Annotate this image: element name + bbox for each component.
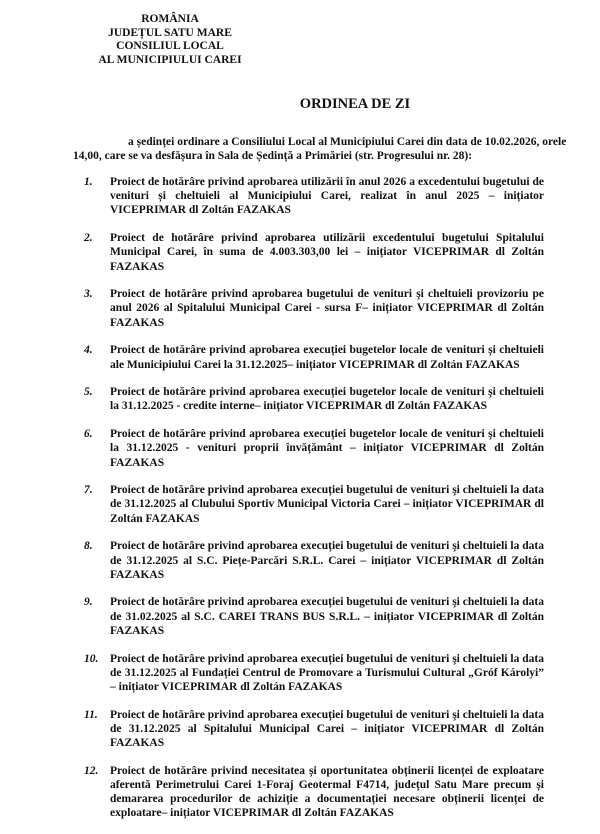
item-text: Proiect de hotărâre privind aprobarea execuției bugetelor locale de venituri şi cheltuieli la 31.12.2025 - venituri proprii învățământ – inițiator VICEPRIMAR dl Zoltán FAZAKAS [110, 428, 544, 469]
agenda-item [84, 175, 544, 218]
item-text: Proiect de hotărâre privind aprobarea execuției bugetului de venituri şi cheltuieli la data de 31.12.2025 al Spitalului Municipal Carei – inițiator VICEPRIMAR dl Zoltán FAZAKAS [110, 708, 544, 750]
item-number: 1. [84, 176, 93, 188]
item-number: 5. [84, 386, 93, 399]
item-text: Proiect de hotărâre privind aprobarea execuției bugetului de venituri şi cheltuieli la data de 31.12.2025 al Fundației Centrul de Promovare a Turismului Cultural „Gróf Károlyi” – inițiator VICEPRIMAR dl Zoltán FAZAKAS [110, 652, 544, 693]
item-text: Proiect de hotărâre privind aprobarea execuției bugetului de venituri şi cheltuieli la data de 31.02.2025 al S.C. CAREI TRANS BUS S.R.L. – inițiator VICEPRIMAR dl Zoltán FAZAKAS [110, 596, 544, 637]
document-header [60, 13, 280, 67]
agenda-list [84, 175, 544, 834]
item-text: Proiect de hotărâre privind aprobarea execuției bugetului de venituri şi cheltuieli la data de 31.12.2025 al S.C. Piețe-Parcări S.R.L. Carei – inițiator VICEPRIMAR dl Zoltán FAZAKAS [110, 540, 544, 581]
item-text: Proiect de hotărâre privind aprobarea utilizării în anul 2026 a excedentului bugetului de venituri și cheltuieli al Municipiului Carei, realizat în anul 2025 – inițiator VICEPRIMAR dl Zoltán FAZAKAS [110, 176, 544, 217]
item-text: Proiect de hotărâre privind necesitatea și oportunitatea obținerii licenței de exploatare aferentă Perimetrului Carei 1-Foraj Geotermal F4714, județul Satu Mare precum și demararea procedurilor de achiziție a documentației necesare obținerii licenței de exploatare– inițiator VICEPRIMAR dl Zoltán FAZAKAS [110, 764, 544, 820]
agenda-item [84, 652, 544, 695]
intro-paragraph [73, 135, 567, 163]
intro-line-2: 14,00, care se va desfășura în Sala de Ședință a Primăriei (str. Progresului nr. 28): [73, 150, 473, 162]
item-text: Proiect de hotărâre privind aprobarea bugetului de venituri şi cheltuieli provizoriu pe anul 2026 al Spitalului Municipal Carei - sursa F– inițiator VICEPRIMAR dl Zoltán FAZAKAS [110, 288, 544, 329]
item-number: 2. [84, 232, 93, 245]
item-number: 12. [84, 764, 99, 777]
item-text: Proiect de hotărâre privind aprobarea execuției bugetului de venituri şi cheltuieli la data de 31.12.2025 al Clubului Sportiv Municipal Victoria Carei – inițiator VICEPRIMAR dl Zoltán FAZAKAS [110, 484, 544, 525]
agenda-item [84, 708, 544, 751]
item-number: 10. [84, 652, 99, 665]
agenda-item [84, 385, 544, 413]
page-title: ORDINEA DE ZI [299, 96, 411, 112]
item-text: Proiect de hotărâre privind aprobarea execuției bugetelor locale de venituri şi cheltuieli la 31.12.2025 - credite interne– inițiator VICEPRIMAR dl Zoltán FAZAKAS [110, 386, 544, 413]
header-county: JUDEȚUL SATU MARE [108, 26, 232, 39]
agenda-item [84, 483, 544, 526]
header-municipality: AL MUNICIPIULUI CAREI [98, 53, 242, 66]
agenda-item [84, 539, 544, 582]
item-number: 9. [84, 596, 93, 609]
item-number: 8. [84, 540, 93, 553]
agenda-item [84, 595, 544, 638]
item-number: 6. [84, 428, 93, 441]
header-council: CONSILIUL LOCAL [116, 40, 224, 52]
item-number: 3. [84, 288, 93, 301]
item-text: Proiect de hotărâre privind aprobarea utilizării excedentului bugetului Spitalului Municipal Carei, în suma de 4.003.303,00 lei – inițiator VICEPRIMAR dl Zoltán FAZAKAS [110, 232, 544, 273]
header-country: ROMÂNIA [141, 13, 199, 25]
item-number: 4. [84, 344, 93, 357]
agenda-item [84, 287, 544, 330]
item-number: 11. [84, 708, 98, 721]
item-number: 7. [84, 484, 93, 497]
agenda-item [84, 427, 544, 470]
item-text: Proiect de hotărâre privind aprobarea execuției bugetelor locale de venituri și cheltuieli ale Municipiului Carei la 31.12.2025– inițiator VICEPRIMAR dl Zoltán FAZAKAS [110, 344, 544, 371]
intro-line-1: a ședinței ordinare a Consiliului Local al Municipiului Carei din data de 10.02.2026, orele [128, 136, 567, 148]
agenda-item [84, 343, 544, 371]
agenda-item [84, 764, 544, 821]
agenda-item [84, 231, 544, 274]
